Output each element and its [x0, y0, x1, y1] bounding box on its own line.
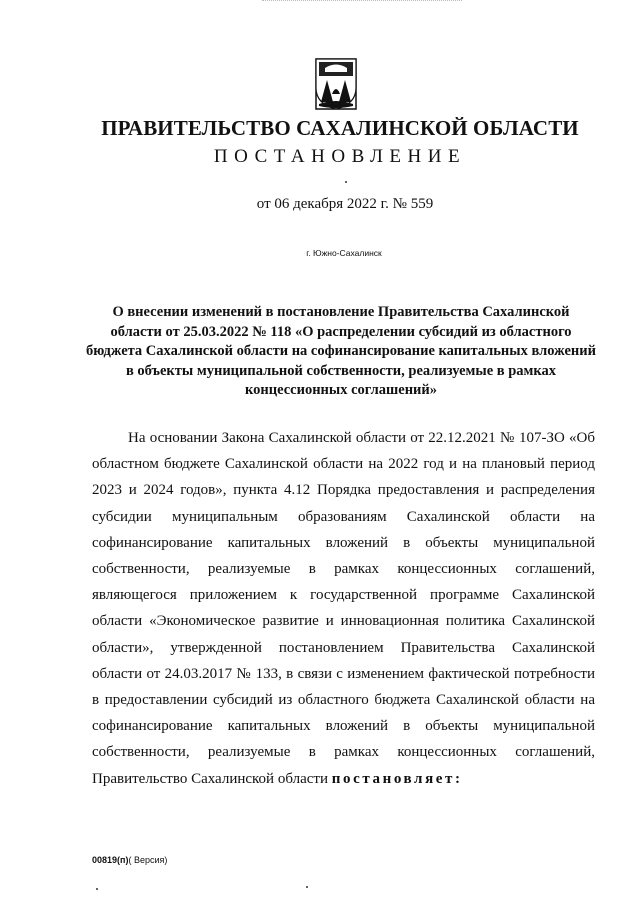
- footer-code: [92, 855, 167, 865]
- scan-speck: [306, 886, 308, 888]
- scan-edge-line: [262, 0, 462, 2]
- form-code: 00819(п): [92, 855, 129, 865]
- document-type: ПОСТАНОВЛЕНИЕ: [213, 146, 467, 167]
- scan-speck: [345, 181, 347, 183]
- government-title: ПРАВИТЕЛЬСТВО САХАЛИНСКОЙ ОБЛАСТИ: [101, 116, 579, 140]
- body-text: На основании Закона Сахалинской области от 22.12.2021 № 107-ЗО «Об областном бюджете Сахалинской области на 2022 год и на плановый период 2023 и 2024 годов», пункта 4.12 Порядка предоставления и распределения субсидии муниципальным образованиям Сахалинской области на софинансирование капитальных вложений в объекты муниципальной собственности, реализуемые в рамках концессионных соглашений, являющегося приложением к государственной программе Сахалинской области «Экономическое развитие и инновационная политика Сахалинской области», утвержденной постановлением Правительства Сахалинской области от 24.03.2017 № 133, в связи с изменением фактической потребности в предоставлении субсидий из областного бюджета Сахалинской области на софинансирование капитальных вложений в объекты муниципальной собственности, реализуемые в рамках концессионных соглашений, Правительство Сахалинской области: [92, 430, 595, 787]
- coat-of-arms-icon: [315, 58, 357, 110]
- version-label: ( Версия): [128, 855, 168, 865]
- date-and-number: от 06 декабря 2022 г. № 559: [256, 196, 434, 212]
- resolution-word: постановляет:: [331, 770, 463, 787]
- document-subject: О внесении изменений в постановление Правительства Сахалинской области от 25.03.2022 № 118 «О распределении субсидий из областного бюджета Сахалинской области на софинансирование капитальных вложений в объекты муниципальной собственности, реализуемые в рамках концессионных соглашений»: [86, 304, 596, 398]
- body-paragraph: [92, 425, 595, 792]
- city-label: г. Южно-Сахалинск: [306, 248, 382, 258]
- scan-speck: [96, 888, 98, 890]
